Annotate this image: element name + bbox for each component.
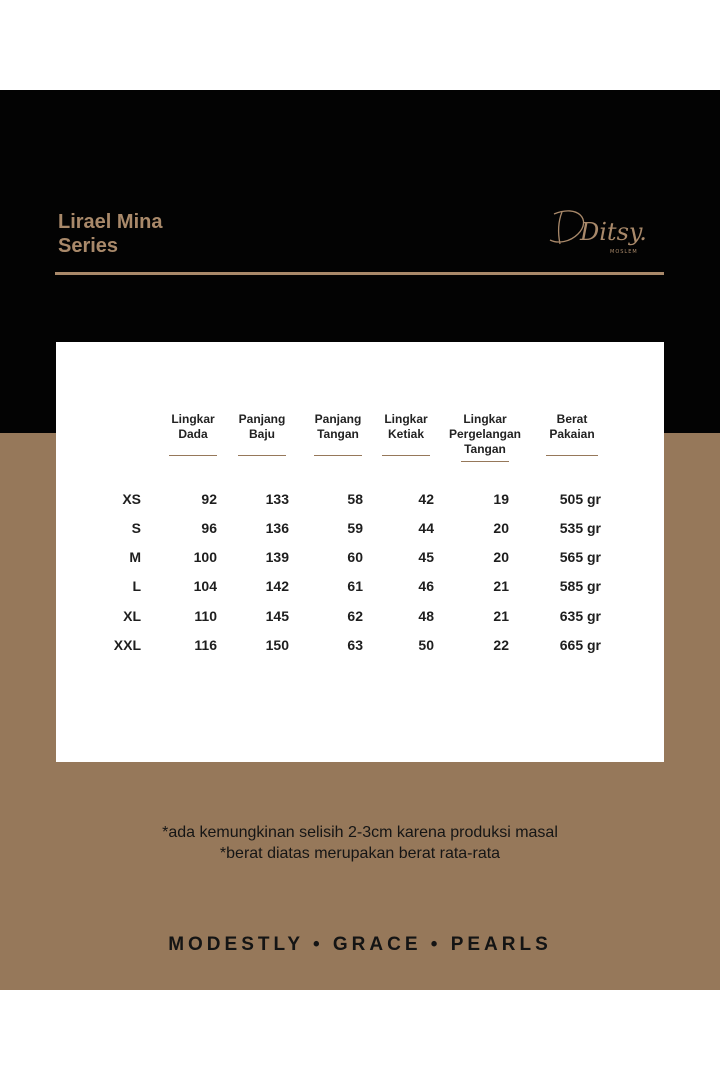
column-header-ketiak: [361, 412, 451, 456]
column-header-line: Lingkar: [384, 412, 428, 426]
column-header-line: Lingkar: [171, 412, 215, 426]
cell-dada: 96: [201, 520, 217, 536]
cell-baju: 142: [265, 578, 289, 594]
logo-wordmark: Ditsy.: [580, 218, 647, 246]
series-title: [58, 210, 162, 258]
size-label: XL: [123, 608, 141, 624]
cell-tangan: 58: [347, 491, 363, 507]
column-header-line: Pakaian: [549, 427, 595, 441]
column-header-pergelangan: [440, 412, 530, 462]
notes: [0, 822, 720, 864]
size-label: L: [132, 578, 141, 594]
cell-baju: 136: [265, 520, 289, 536]
size-label: M: [129, 549, 141, 565]
cell-berat: 665 gr: [559, 637, 601, 653]
column-header-underline: [382, 455, 430, 456]
column-header-underline: [314, 455, 362, 456]
cell-baju: 145: [265, 608, 289, 624]
logo-subtext: MOSLEM: [610, 249, 638, 255]
cell-ketiak: 50: [418, 637, 434, 653]
column-header-line: Tangan: [464, 442, 506, 456]
cell-ketiak: 48: [418, 608, 434, 624]
series-title-line1: Lirael Mina: [58, 211, 163, 233]
column-header-underline: [169, 455, 217, 456]
cell-pergelangan: 22: [493, 637, 509, 653]
cell-ketiak: 42: [418, 491, 434, 507]
cell-ketiak: 45: [418, 549, 434, 565]
column-header-line: Baju: [248, 427, 275, 441]
size-chart-card: [56, 342, 664, 762]
note-line-2: *berat diatas merupakan berat rata-rata: [219, 845, 501, 862]
size-label: S: [131, 520, 141, 536]
column-header-line: Lingkar: [463, 412, 507, 426]
cell-dada: 92: [201, 491, 217, 507]
ditsy-logo: [548, 200, 666, 260]
header-divider: [55, 272, 664, 275]
cell-dada: 104: [193, 578, 217, 594]
column-header-underline: [461, 461, 509, 462]
column-header-berat: [527, 412, 617, 456]
cell-pergelangan: 20: [493, 549, 509, 565]
column-header-underline: [238, 455, 286, 456]
cell-pergelangan: 21: [493, 578, 509, 594]
column-header-line: Dada: [178, 427, 208, 441]
column-header-line: Berat: [556, 412, 588, 426]
cell-ketiak: 46: [418, 578, 434, 594]
cell-tangan: 63: [347, 637, 363, 653]
cell-baju: 139: [265, 549, 289, 565]
cell-pergelangan: 19: [493, 491, 509, 507]
cell-dada: 100: [193, 549, 217, 565]
cell-berat: 635 gr: [559, 608, 601, 624]
cell-ketiak: 44: [418, 520, 434, 536]
note-line-1: *ada kemungkinan selisih 2-3cm karena produksi masal: [162, 824, 558, 841]
column-header-underline: [546, 455, 598, 456]
cell-berat: 505 gr: [559, 491, 601, 507]
column-header-line: Panjang: [314, 412, 362, 426]
cell-baju: 133: [265, 491, 289, 507]
cell-berat: 535 gr: [559, 520, 601, 536]
size-label: XXL: [113, 637, 141, 653]
series-title-line2: Series: [58, 235, 119, 257]
cell-pergelangan: 20: [493, 520, 509, 536]
cell-berat: 585 gr: [559, 578, 601, 594]
cell-tangan: 62: [347, 608, 363, 624]
cell-dada: 116: [194, 637, 217, 653]
cell-berat: 565 gr: [559, 549, 601, 565]
column-header-line: Pergelangan: [448, 427, 522, 441]
cell-tangan: 60: [347, 549, 363, 565]
cell-tangan: 61: [347, 578, 363, 594]
size-label: XS: [122, 491, 141, 507]
cell-pergelangan: 21: [493, 608, 509, 624]
cell-dada: 110: [194, 608, 217, 624]
column-header-line: Tangan: [317, 427, 359, 441]
column-header-line: Panjang: [238, 412, 286, 426]
cell-tangan: 59: [347, 520, 363, 536]
column-header-line: Ketiak: [387, 427, 425, 441]
tagline: MODESTLY • GRACE • PEARLS: [168, 934, 552, 955]
cell-baju: 150: [265, 637, 289, 653]
